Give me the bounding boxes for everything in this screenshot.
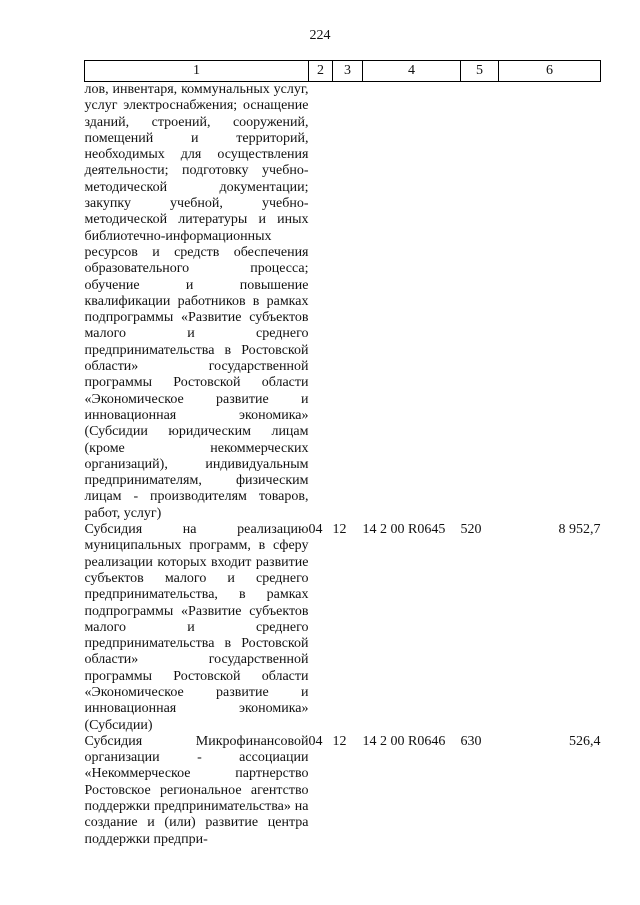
- row-target-article-code: 14 2 00 R0645: [362, 522, 446, 538]
- row-subsection-code: 12: [332, 733, 347, 749]
- row-amount: [499, 82, 601, 523]
- row-amount: 526,4: [569, 733, 601, 749]
- row-section-code: 04: [308, 522, 323, 538]
- column-header-1: 1: [85, 61, 309, 82]
- row-section-code: 04: [308, 733, 323, 749]
- table-row: [85, 734, 601, 848]
- row-description: Субсидия на реализацию муниципальных программ, в сферу реализации которых входит развитие субъектов малого и среднего предпринимательства, в рамках подпрограммы «Развитие субъектов малого и среднего предпринимательства в Ростовской области» государственной программы Ростовской области «Экономическое развитие и инновационная экономика» (Субсидии): [84, 522, 309, 733]
- row-expense-type-code: 630: [460, 733, 482, 749]
- page-number: 224: [309, 28, 331, 43]
- column-header-5: 5: [461, 61, 499, 82]
- row-target-article-code: 14 2 00 R0646: [362, 733, 446, 749]
- column-header-2: 2: [309, 61, 333, 82]
- column-header-6: 6: [499, 61, 601, 82]
- row-section-code: [309, 82, 333, 523]
- row-target-article-code: [363, 82, 461, 523]
- row-description: лов, инвентаря, коммунальных услуг, услуг электроснабжения; оснащение зданий, строений, сооружений, помещений и территорий, необходимых для осуществления деятельности; подготовку учебно-методической документации; закупку учебной, учебно-методической литературы и иных библиотечно-информационных ресурсов и средств обеспечения образовательного процесса; обучение и повышение квалификации работников в рамках подпрограммы «Развитие субъектов малого и среднего предпринимательства в Ростовской области» государственной программы Ростовской области «Экономическое развитие и инновационная экономика» (Субсидии юридическим лицам (кроме некоммерческих организаций), индивидуальным предпринимателям, физическим лицам - производителям товаров, работ, услуг): [84, 82, 309, 521]
- table-row: [85, 82, 601, 523]
- column-header-3: 3: [333, 61, 363, 82]
- table-header-row: [85, 61, 601, 82]
- row-description: Субсидия Микрофинансовой организации - ассоциации «Некоммерческое партнерство Ростовское региональное агентство поддержки предпринимательства» на создание и (или) развитие центра поддержки предпри-: [84, 733, 309, 847]
- column-header-4: 4: [363, 61, 461, 82]
- table-row: [85, 522, 601, 734]
- row-expense-type-code: 520: [460, 522, 482, 538]
- row-subsection-code: 12: [332, 522, 347, 538]
- row-amount: 8 952,7: [558, 522, 601, 538]
- row-subsection-code: [333, 82, 363, 523]
- budget-table: [84, 60, 601, 848]
- row-expense-type-code: [461, 82, 499, 523]
